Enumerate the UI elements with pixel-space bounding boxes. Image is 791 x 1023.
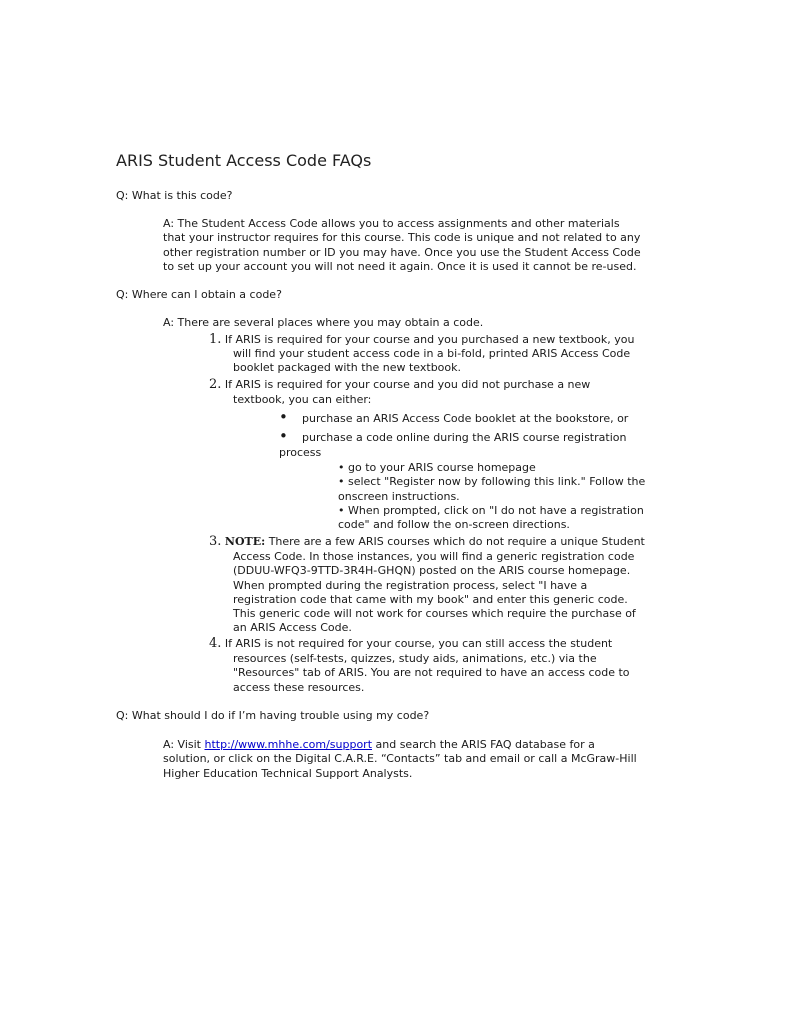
faq3-answer-line: Higher Education Technical Support Analysts. xyxy=(163,766,413,780)
list-number: 3. xyxy=(209,534,222,549)
bullet-text: purchase a code online during the ARIS course registration xyxy=(302,431,627,444)
sub-bullet-line: • go to your ARIS course homepage xyxy=(338,461,536,474)
bullet-dot-icon: • xyxy=(279,408,288,426)
bullet-text-cont: process xyxy=(279,446,322,459)
list-item-line: If ARIS is not required for your course, you can still access the student xyxy=(224,637,613,650)
list-item-line: This generic code will not work for courses which require the purchase of xyxy=(233,607,636,621)
faq1-answer-line: A: The Student Access Code allows you to access assignments and other materials xyxy=(163,217,620,230)
page-title: ARIS Student Access Code FAQs xyxy=(116,151,372,170)
bullet-item-online xyxy=(279,429,626,445)
answer-suffix: and search the ARIS FAQ database for a xyxy=(372,738,595,751)
list-item-line: booklet packaged with the new textbook. xyxy=(233,361,461,375)
sub-bullet-line: • When prompted, click on "I do not have a registration xyxy=(338,503,644,517)
faq2-list-item-3-cont xyxy=(233,550,636,636)
list-item-line: If ARIS is required for your course and you purchased a new textbook, you xyxy=(224,333,635,346)
faq2-list-item-2 xyxy=(209,378,590,392)
faq2-intro: A: There are several places where you may obtain a code. xyxy=(163,316,484,329)
note-label: NOTE: xyxy=(224,535,266,548)
faq2-list-item-4-cont xyxy=(233,652,630,695)
list-item-line: access these resources. xyxy=(233,680,365,694)
list-item-line: resources (self-tests, quizzes, study aids, animations, etc.) via the xyxy=(233,652,597,665)
list-item-line: "Resources" tab of ARIS. You are not required to have an access code to xyxy=(233,666,630,680)
bullet-text: purchase an ARIS Access Code booklet at the bookstore, or xyxy=(302,412,629,425)
sub-bullet-line: onscreen instructions. xyxy=(338,489,460,503)
faq1-question: Q: What is this code? xyxy=(116,189,233,202)
faq3-answer-line: solution, or click on the Digital C.A.R.E. “Contacts” tab and email or call a McGraw-Hill xyxy=(163,752,637,766)
list-item-line: textbook, you can either: xyxy=(233,393,372,406)
faq1-answer-line: to set up your account you will not need it again. Once it is used it cannot be re-used. xyxy=(163,259,637,273)
faq1-answer-line: other registration number or ID you may have. Once you use the Student Access Code xyxy=(163,245,641,259)
list-number: 2. xyxy=(209,377,222,392)
faq3-answer-first-line xyxy=(163,738,637,752)
faq2-list-item-3 xyxy=(209,535,645,549)
list-number: 1. xyxy=(209,332,222,347)
faq3-answer xyxy=(163,738,637,781)
answer-prefix: A: Visit xyxy=(163,738,205,751)
faq3-question: Q: What should I do if I’m having trouble using my code? xyxy=(116,709,430,722)
list-item-line: There are a few ARIS courses which do not require a unique Student xyxy=(268,535,645,548)
faq2-list-item-1-cont xyxy=(233,347,630,376)
bullet-dot-icon: • xyxy=(279,427,288,445)
list-item-line: If ARIS is required for your course and you did not purchase a new xyxy=(224,378,591,391)
bullet-item-bookstore xyxy=(279,410,628,426)
list-item-line: Access Code. In those instances, you will find a generic registration code xyxy=(233,550,635,563)
faq2-list-item-1 xyxy=(209,333,634,347)
faq1-answer xyxy=(163,217,641,274)
sub-bullet-list xyxy=(338,461,645,532)
list-number: 4. xyxy=(209,636,222,651)
sub-bullet-line: • select "Register now by following this link." Follow the xyxy=(338,475,646,489)
faq1-answer-line: that your instructor requires for this course. This code is unique and not related to any xyxy=(163,231,641,245)
support-link[interactable]: http://www.mhhe.com/support xyxy=(204,738,373,751)
list-item-line: will find your student access code in a bi-fold, printed ARIS Access Code xyxy=(233,347,631,360)
list-item-line: (DDUU-WFQ3-9TTD-3R4H-GHQN) posted on the ARIS course homepage. xyxy=(233,564,631,578)
list-item-line: registration code that came with my book" and enter this generic code. xyxy=(233,592,628,606)
sub-bullet-line: code" and follow the on-screen directions. xyxy=(338,518,570,532)
list-item-line: an ARIS Access Code. xyxy=(233,621,352,635)
faq2-list-item-4 xyxy=(209,637,612,651)
list-item-line: When prompted during the registration process, select "I have a xyxy=(233,578,588,592)
faq2-question: Q: Where can I obtain a code? xyxy=(116,288,282,301)
